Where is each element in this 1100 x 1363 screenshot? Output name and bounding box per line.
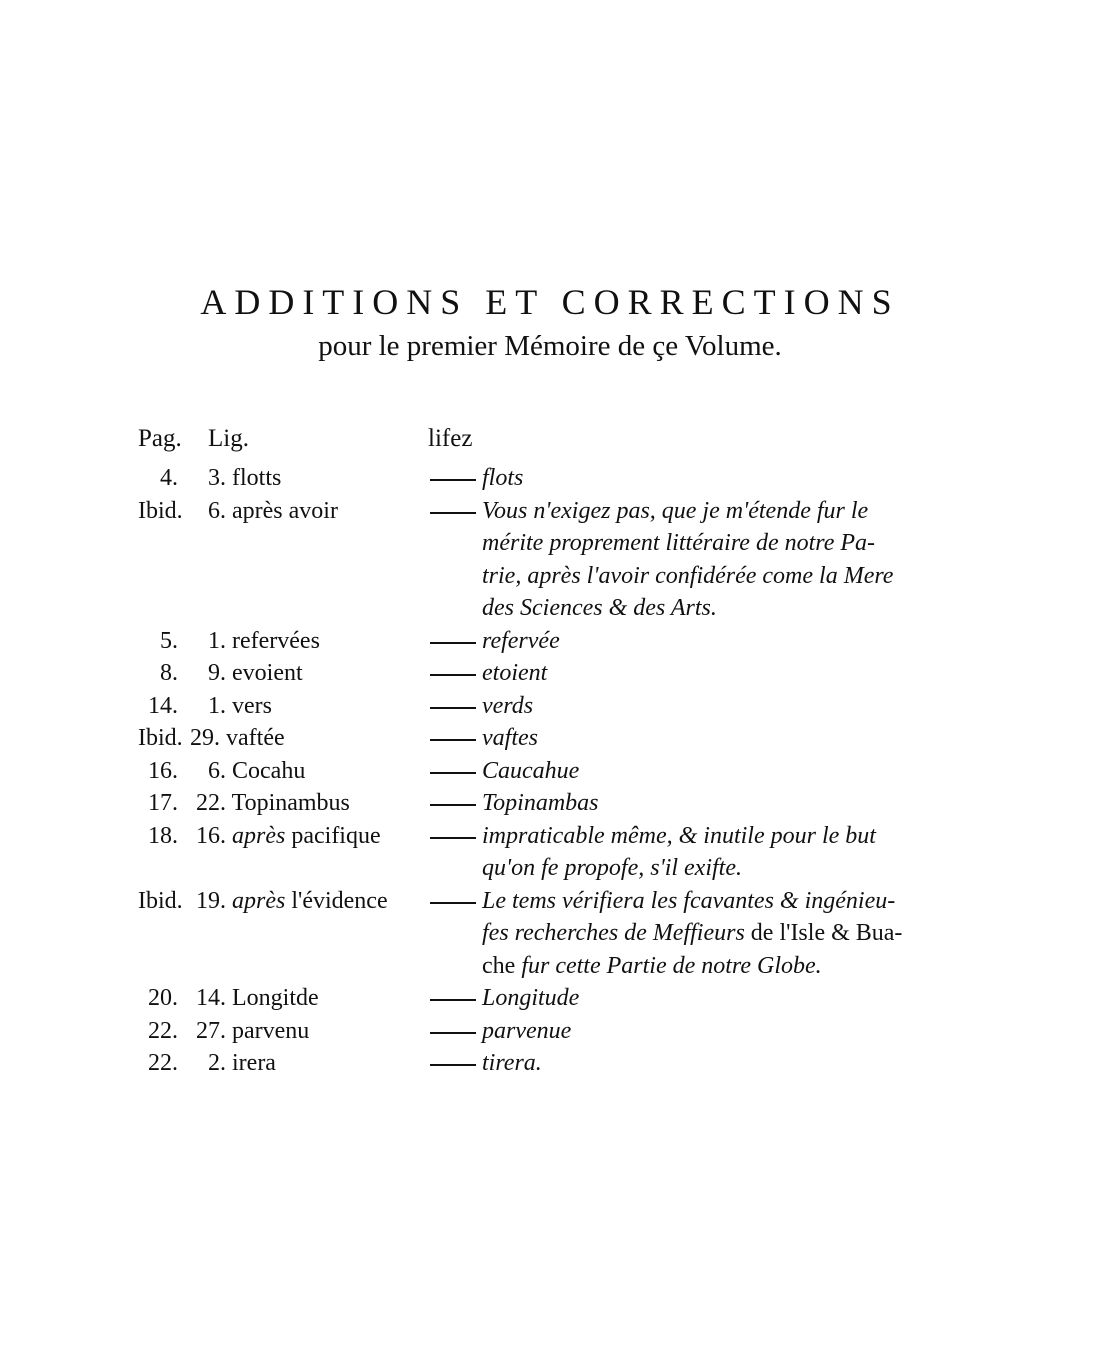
page-number: Ibid. [138,887,183,914]
correction: parvenue [482,1017,572,1044]
errata-row [0,982,1100,1015]
errata-row [0,885,1100,918]
correction: trie, après l'avoir confidérée come la Mere [482,562,894,589]
line-ref: 22. Topinambus [196,790,350,816]
line-ref: 29. vaftée [190,725,285,751]
errata-row-continuation [0,527,1100,560]
page-number: Ibid. [138,725,183,751]
correction: impraticable même, & inutile pour le but [482,822,876,849]
correction: qu'on fe propofe, s'il exifte. [482,855,742,881]
errata-row [0,787,1100,820]
correction: fes recherches de Meffieurs de l'Isle & Bua- [482,920,903,946]
dash-rule [430,479,476,481]
correction: flots [482,465,524,491]
errata-row-continuation [0,950,1100,983]
line-ref: 3. flotts [208,465,282,491]
line-ref: 19. après l'évidence [196,887,388,914]
errata-list [0,462,1100,1080]
line-ref: 16. après pacifique [196,822,381,849]
line-ref: 9. evoient [208,660,303,686]
dash-rule [430,642,476,644]
line-ref: 6. Cocahu [208,757,306,784]
correction: tirera. [482,1050,542,1076]
correction: des Sciences & des Arts. [482,595,717,621]
dash-rule [430,804,476,806]
dash-rule [430,674,476,676]
page-number: Ibid. [138,497,183,524]
page-number: 20. [148,985,178,1011]
errata-row-continuation [0,592,1100,625]
dash-rule [430,512,476,514]
dash-rule [430,707,476,709]
correction: refervée [482,627,560,654]
correction: Caucahue [482,757,580,784]
page-number: 18. [148,822,178,849]
page-number: 8. [160,660,178,686]
line-ref: 1. refervées [208,627,320,654]
page-number: 16. [148,757,178,784]
column-header-lig: Lig. [208,425,249,452]
dash-rule [430,837,476,839]
dash-rule [430,739,476,741]
page-number: 22. [148,1050,178,1076]
errata-row [0,1015,1100,1048]
errata-row [0,495,1100,528]
correction: Longitude [482,985,580,1011]
page-number: 5. [160,627,178,654]
correction: etoient [482,660,548,686]
correction: vaftes [482,725,538,751]
page-subtitle: pour le premier Mémoire de çe Volume. [318,330,782,362]
column-header-lisez: lifez [428,425,473,452]
correction: Vous n'exigez pas, que je m'étende fur le [482,497,869,524]
errata-row [0,820,1100,853]
errata-row [0,625,1100,658]
correction: Le tems vérifiera les fcavantes & ingénieu- [482,887,896,914]
dash-rule [430,1032,476,1034]
correction: verds [482,692,534,719]
errata-row [0,722,1100,755]
errata-row-continuation [0,560,1100,593]
errata-row-continuation [0,917,1100,950]
errata-row [0,755,1100,788]
line-ref: 6. après avoir [208,497,338,524]
line-ref: 2. irera [208,1050,276,1076]
column-header-pag: Pag. [138,425,182,452]
errata-row-continuation [0,852,1100,885]
dash-rule [430,902,476,904]
page-number: 22. [148,1017,178,1044]
errata-row [0,690,1100,723]
line-ref: 27. parvenu [196,1017,310,1044]
dash-rule [430,772,476,774]
dash-rule [430,999,476,1001]
page-title: ADDITIONS ET CORRECTIONS [200,282,900,322]
errata-row [0,462,1100,495]
line-ref: 14. Longitde [196,985,319,1011]
page-number: 14. [148,692,178,719]
errata-row [0,657,1100,690]
line-ref: 1. vers [208,692,272,719]
correction: mérite proprement littéraire de notre Pa- [482,530,876,556]
dash-rule [430,1064,476,1066]
correction: Topinambas [482,790,599,816]
page-number: 4. [160,465,178,491]
correction: che fur cette Partie de notre Globe. [482,952,822,979]
errata-row [0,1047,1100,1080]
page-number: 17. [148,790,178,816]
